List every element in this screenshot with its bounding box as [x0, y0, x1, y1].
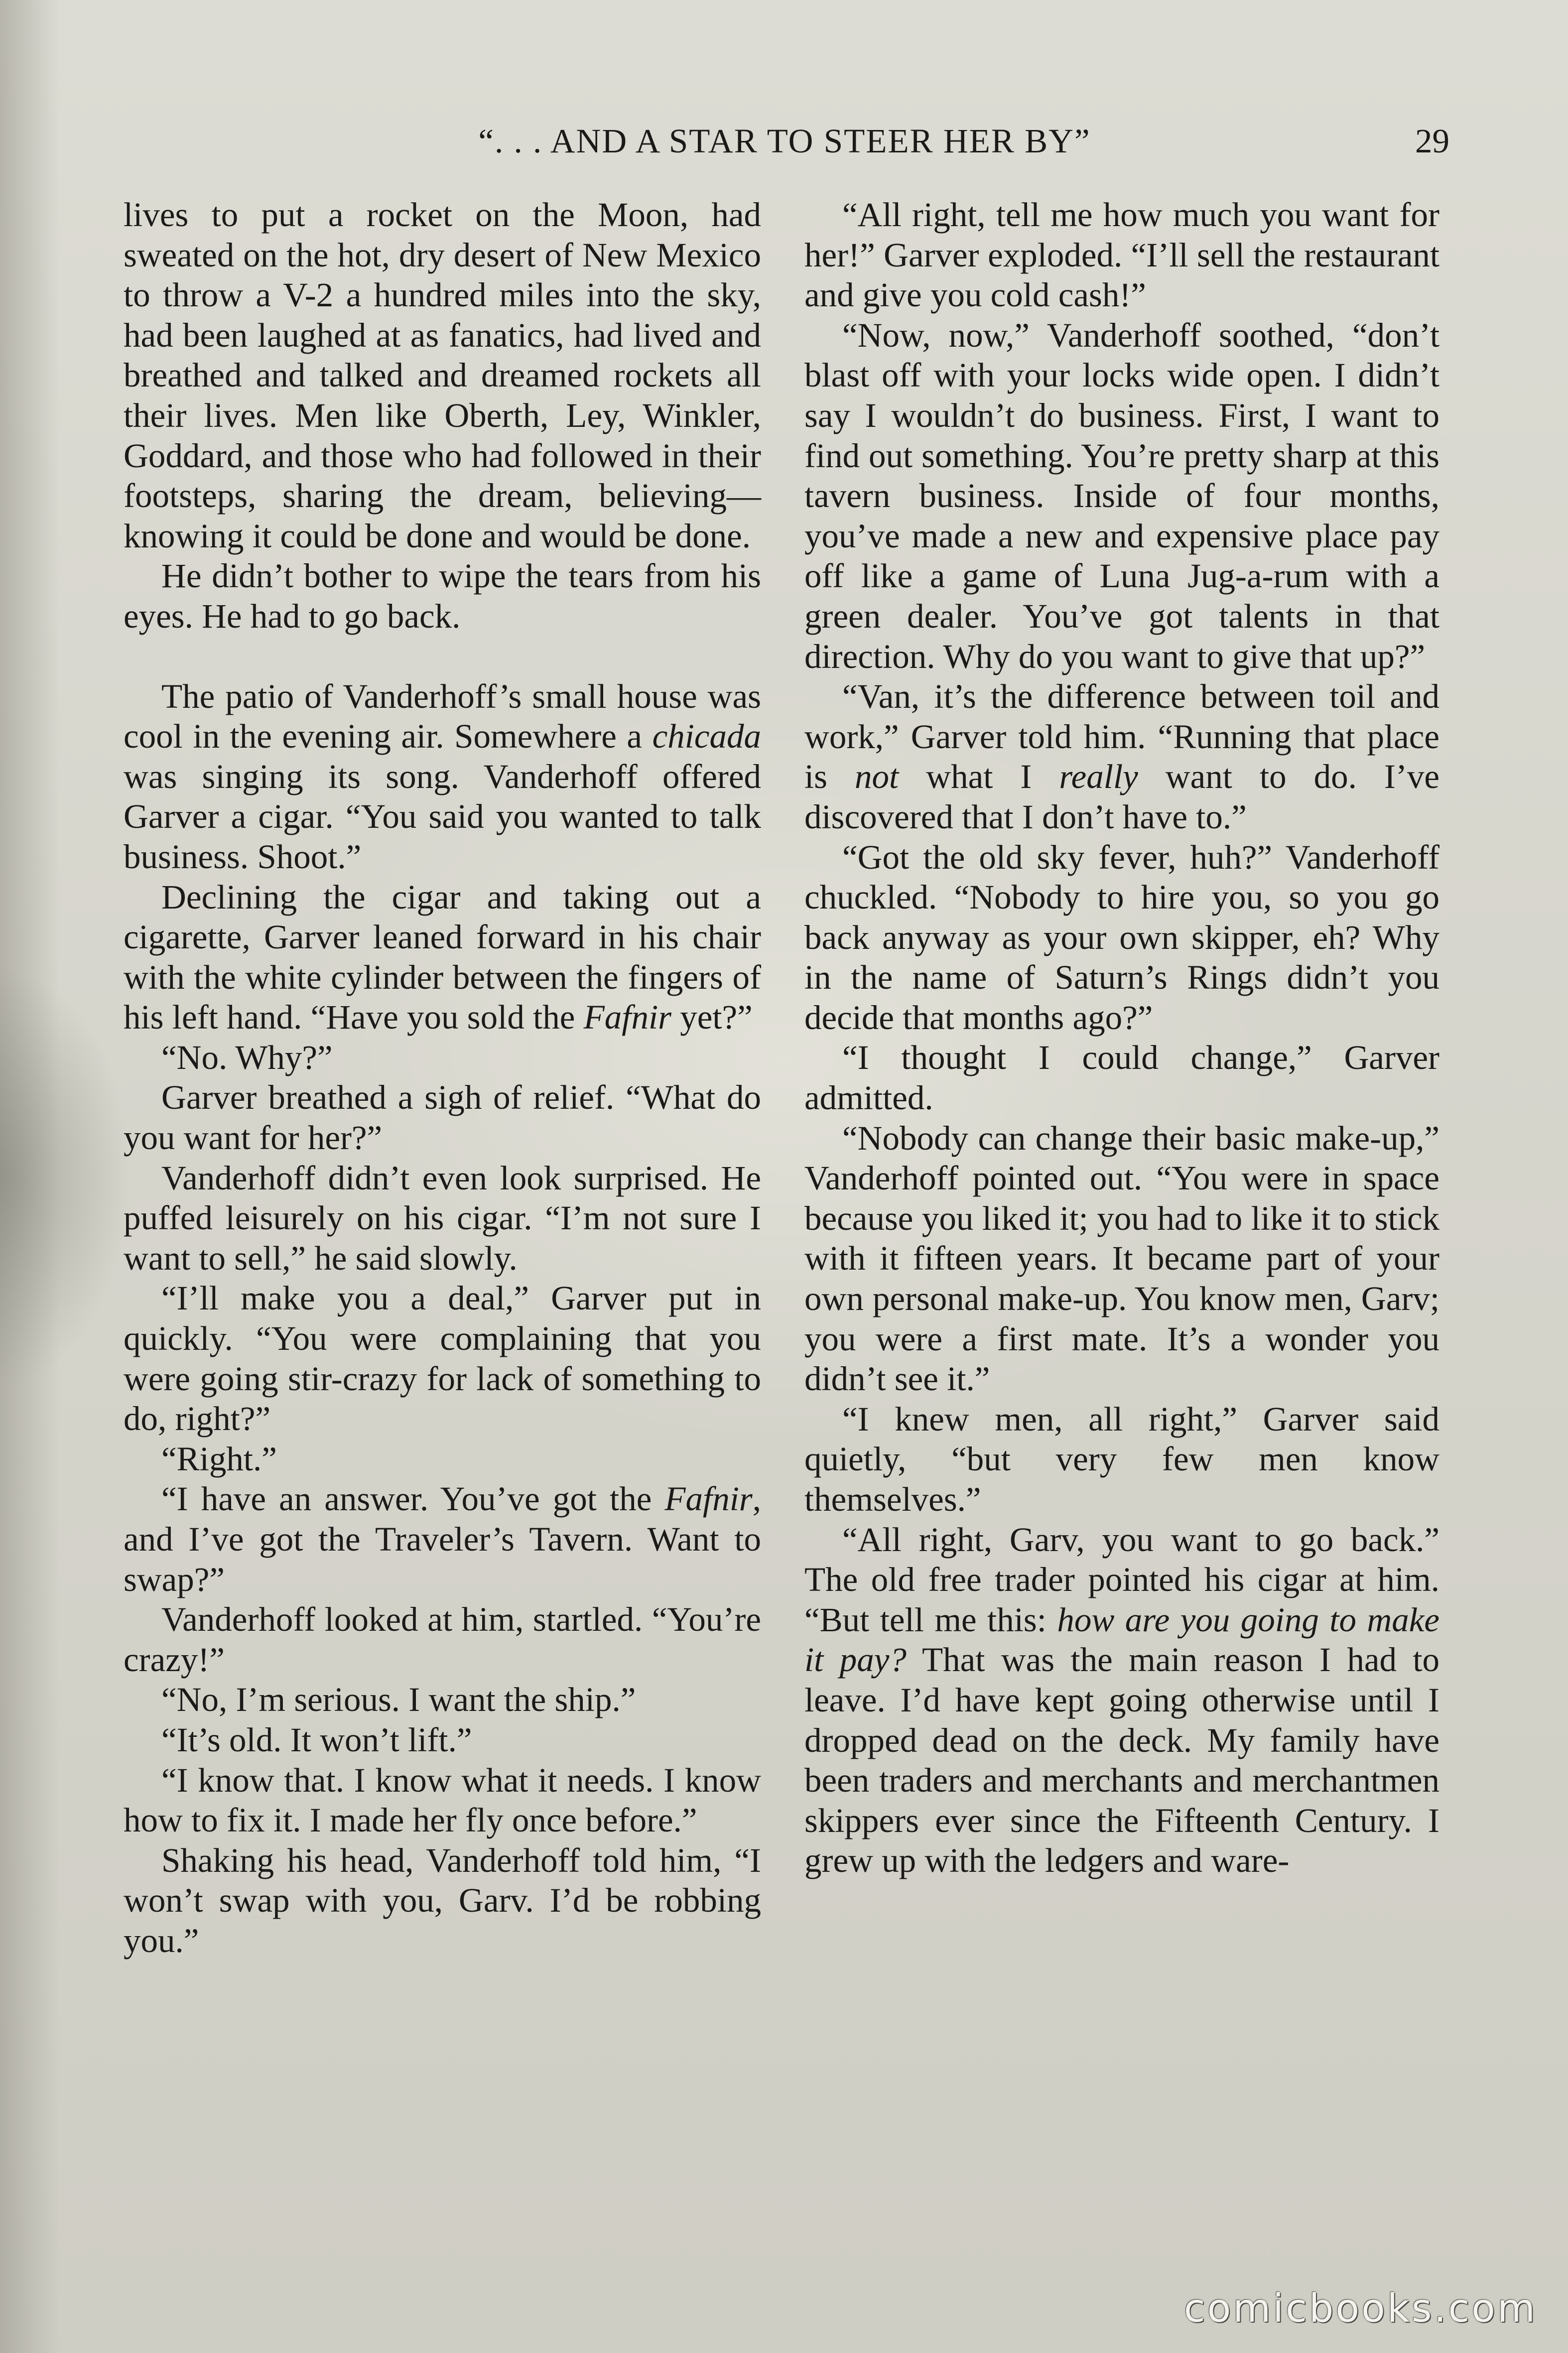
text-run: yet?” [671, 998, 753, 1037]
paragraph [804, 837, 1439, 1038]
page-number: 29 [1415, 122, 1449, 160]
paragraph [124, 1278, 761, 1438]
text-run: lives to put a rocket on the Moon, had sweated on the hot, dry desert of New Mexico to throw a V-2 a hundred miles into the sky, had been laughed at as fanatics, had lived and breathed and talked and dreamed rockets all their lives. Men like Oberth, Ley, Winkler, Goddard, and those who had followed in their footsteps, sharing the dream, believing—knowing it could be done and would be done. [124, 196, 761, 555]
paragraph [804, 195, 1439, 315]
paragraph [124, 195, 761, 556]
paragraph [804, 315, 1439, 676]
text-run: “Nobody can change their basic make-up,” Vanderhoff pointed out. “You were in space because you liked it; you had to like it to stick with it fifteen years. It became part of your own personal make-up. You know men, Garv; you were a first mate. It’s a wonder you didn’t see it.” [804, 1119, 1439, 1398]
text-run: “No. Why?” [161, 1038, 333, 1076]
text-run: “I’ll make you a deal,” Garver put in quickly. “You were complaining that you were going stir-crazy for lack of something to do, right?” [124, 1279, 761, 1438]
running-title: “. . . AND A STAR TO STEER HER BY” [478, 122, 1091, 160]
paragraph [124, 1760, 761, 1840]
italic-text: Fafnir [583, 998, 671, 1037]
paragraph [124, 1158, 761, 1279]
paragraph [804, 1399, 1439, 1520]
text-run: Garver breathed a sigh of relief. “What do you want for her?” [124, 1078, 761, 1157]
paragraph [124, 1479, 761, 1599]
text-run: was singing its song. Vanderhoff offered Garver a cigar. “You said you wanted to talk business. Shoot.” [124, 757, 761, 876]
left-text-column [124, 195, 761, 1961]
running-header [120, 122, 1449, 176]
paragraph [124, 1038, 761, 1078]
paragraph [124, 1439, 761, 1479]
text-run: Shaking his head, Vanderhoff told him, “I won’t swap with you, Garv. I’d be robbing you.” [124, 1841, 761, 1960]
text-run: Vanderhoff didn’t even look surprised. He puffed leisurely on his cigar. “I’m not sure I want to sell,” he said slowly. [124, 1159, 761, 1277]
text-run: That was the main reason I had to leave. I’d have kept going otherwise until I dropped dead on the deck. My family have been traders and merchants and merchantmen skippers ever since the Fifteenth Century. I grew up with the ledgers and ware- [804, 1641, 1440, 1880]
text-run: “It’s old. It won’t lift.” [161, 1720, 472, 1759]
text-run: He didn’t bother to wipe the tears from his eyes. He had to go back. [124, 557, 761, 635]
text-run: “Got the old sky fever, huh?” Vanderhoff chuckled. “Nobody to hire you, so you go back anyway as your own skipper, eh? Why in the name of Saturn’s Rings didn’t you decide that months ago?” [804, 838, 1439, 1037]
text-run: The patio of Vanderhoff’s small house was cool in the evening air. Somewhere a [124, 677, 761, 756]
text-run: “Van, it’s the difference between toil and work,” Garver told him. “Running that place is [804, 677, 1439, 796]
text-run: what I [899, 758, 1059, 796]
paragraph [124, 676, 761, 877]
text-run: “I have an answer. You’ve got the [161, 1480, 665, 1518]
paragraph [124, 1599, 761, 1680]
italic-text: chicada [652, 717, 761, 756]
text-run: Vanderhoff looked at him, startled. “You’re crazy!” [124, 1600, 761, 1679]
paragraph [804, 1520, 1439, 1881]
text-run: “Now, now,” Vanderhoff soothed, “don’t blast off with your locks wide open. I didn’t say I wouldn’t do business. First, I want to find out something. You’re pretty sharp at this tavern business. Inside of four months, you’ve made a new and expensive place pay off like a game of Luna Jug-a-rum with a green dealer. You’ve got talents in that direction. Why do you want to give that up?” [804, 316, 1439, 675]
paragraph [124, 877, 761, 1038]
paragraph [124, 1840, 761, 1961]
text-run: “All right, Garv, you want to go back.” The old free trader pointed his cigar at him. “But tell me this: [804, 1520, 1439, 1639]
text-run: want to do. I’ve discovered that I don’t have to.” [804, 758, 1439, 836]
text-run: “No, I’m serious. I want the ship.” [161, 1681, 636, 1719]
text-run: “I knew men, all right,” Garver said quietly, “but very few men know themselves.” [804, 1400, 1439, 1518]
paragraph [804, 1118, 1439, 1399]
right-text-column [804, 195, 1439, 1881]
paragraph [124, 1077, 761, 1158]
text-run: “All right, tell me how much you want for her!” Garver exploded. “I’ll sell the restaurant and give you cold cash!” [804, 196, 1439, 314]
italic-text: not [855, 758, 899, 796]
paragraph [124, 556, 761, 636]
paragraph [124, 1680, 761, 1720]
italic-text: how are you going to make it pay? [804, 1600, 1439, 1679]
italic-text: Fafnir [664, 1480, 753, 1518]
text-run: , and I’ve got the Traveler’s Tavern. Want to swap?” [124, 1480, 761, 1598]
text-run: “I thought I could change,” Garver admitted. [804, 1039, 1439, 1117]
italic-text: really [1059, 758, 1138, 796]
text-run: Declining the cigar and taking out a cigarette, Garver leaned forward in his chair with the white cylinder between the fingers of his left hand. “Have you sold the [124, 878, 761, 1037]
paragraph [804, 676, 1439, 837]
text-run: “I know that. I know what it needs. I know how to fix it. I made her fly once before.” [124, 1761, 761, 1839]
text-run: “Right.” [161, 1439, 277, 1478]
watermark-text: comicbooks.com [1183, 2286, 1537, 2331]
paragraph [804, 1038, 1439, 1118]
paragraph [124, 1720, 761, 1760]
